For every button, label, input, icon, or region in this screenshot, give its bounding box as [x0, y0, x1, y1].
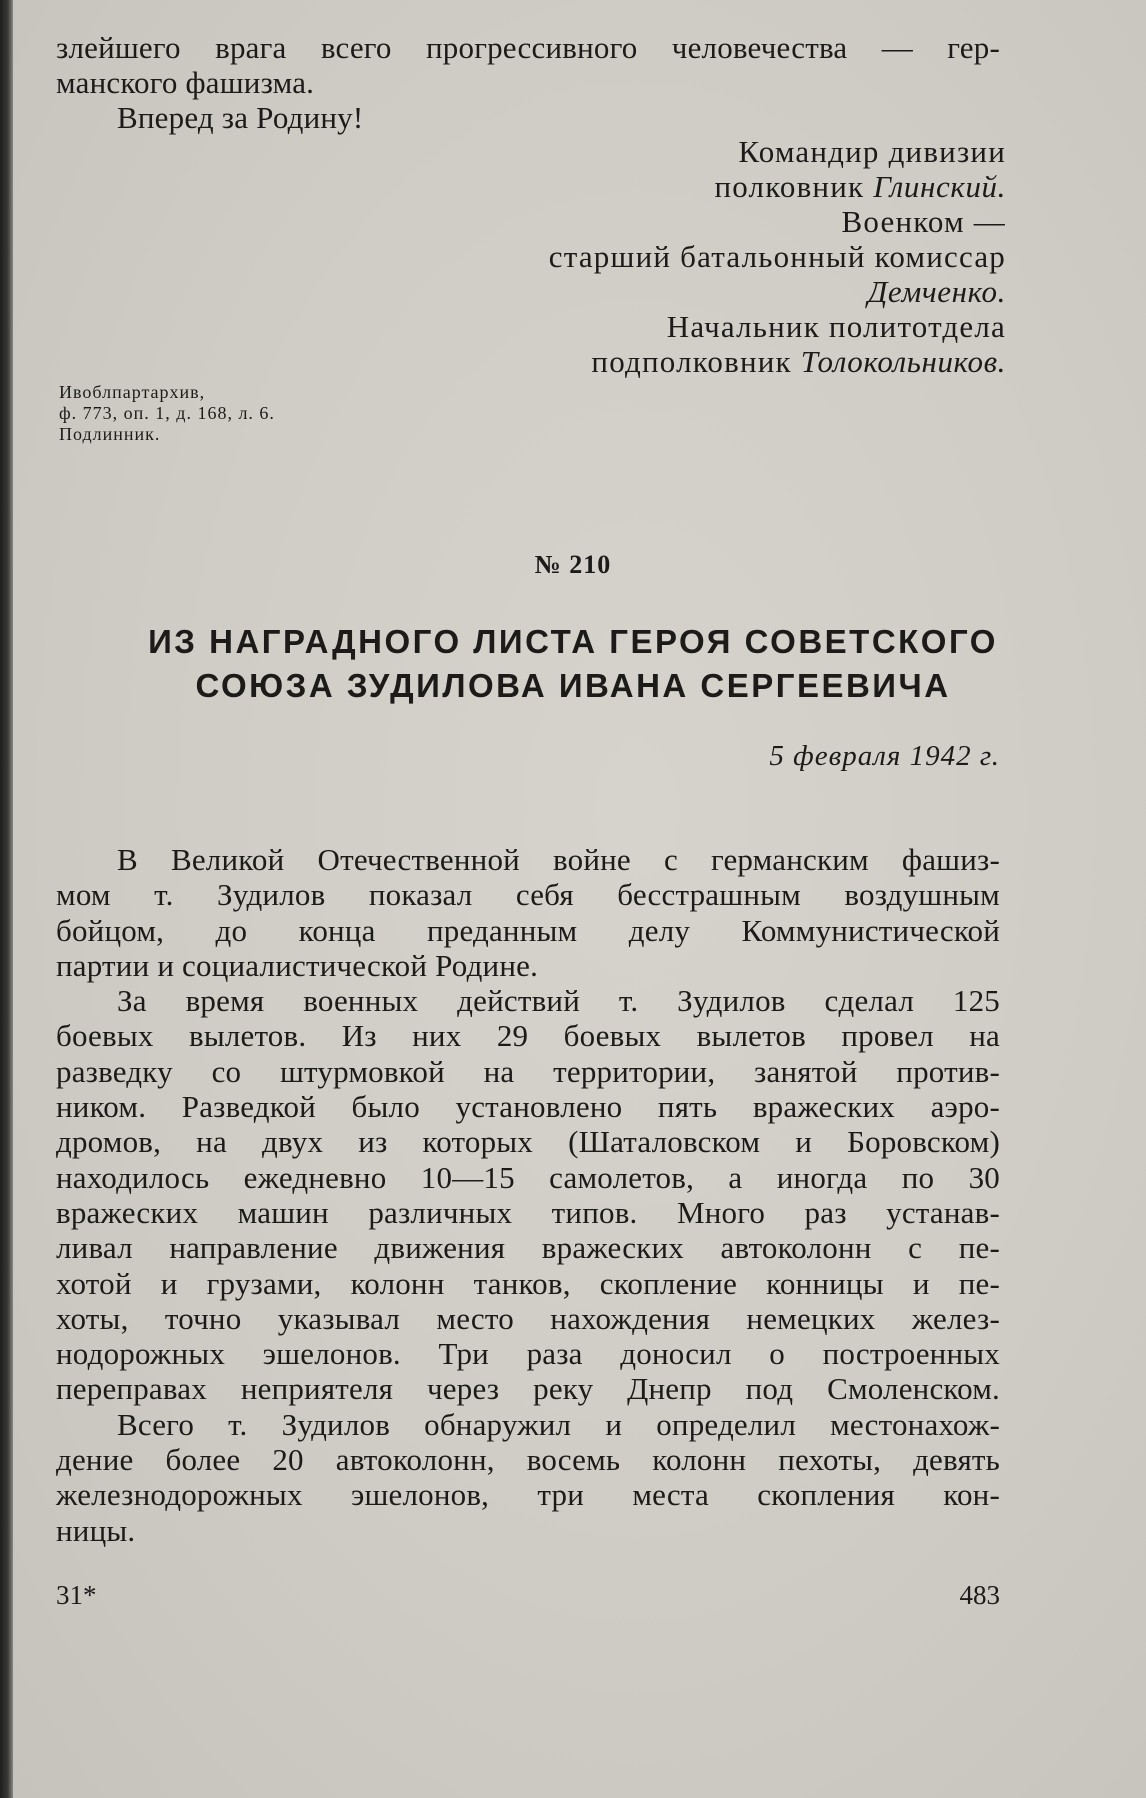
document-title — [0, 620, 1146, 708]
archive-line: ф. 773, оп. 1, д. 168, л. 6. — [59, 403, 275, 423]
archive-line: Ивоблпартархив, — [59, 382, 206, 402]
text-line: железнодорожных эшелонов, три места скопления кон- — [56, 1477, 1000, 1513]
text-line: ником. Разведкой было установлено пять вражеских аэро- — [56, 1089, 1000, 1125]
signature-rank: подполковник — [591, 344, 801, 379]
document-body — [56, 842, 1000, 1548]
slogan: Вперед за Родину! — [117, 100, 364, 135]
text-line: партии и социалистической Родине. — [56, 947, 539, 983]
text-line: Всего т. Зудилов обнаружил и определил местонахож- — [117, 1406, 1000, 1442]
signature-name: Глинский. — [873, 169, 1006, 204]
signature-name: Демченко. — [867, 274, 1006, 309]
signature-rank: полковник — [714, 169, 874, 204]
signature-mark: 31* — [56, 1580, 97, 1610]
paragraph-2 — [56, 983, 1000, 1407]
top-paragraph — [56, 30, 1000, 135]
text-line: В Великой Отечественной войне с германским фашиз- — [117, 842, 1000, 877]
text-line: манского фашизма. — [56, 65, 315, 100]
text-line: За время военных действий т. Зудилов сделал 125 — [117, 983, 1000, 1019]
text-line: хотой и грузами, колонн танков, скопление конницы и пе- — [56, 1265, 1000, 1301]
text-line: дромов, на двух из которых (Шаталовском и Боровском) — [56, 1124, 1000, 1160]
document-date: 5 февраля 1942 г. — [769, 740, 1000, 772]
paragraph-3 — [56, 1407, 1000, 1548]
signature-name-line — [549, 274, 1006, 309]
paragraph-1 — [56, 842, 1000, 983]
text-line: мом т. Зудилов показал себя бесстрашным воздушным — [56, 877, 1000, 913]
text-line: боевых вылетов. Из них 29 боевых вылетов провел на — [56, 1018, 1000, 1054]
document-title-line: СОЮЗА ЗУДИЛОВА ИВАНА СЕРГЕЕВИЧА — [195, 667, 951, 704]
document-number: № 210 — [534, 550, 612, 579]
archive-note — [59, 382, 275, 445]
text-line: ницы. — [56, 1512, 136, 1548]
signature-name: Толокольников. — [800, 344, 1006, 379]
signature-block — [549, 134, 1006, 379]
text-line: бойцом, до конца преданным делу Коммунистической — [56, 912, 1000, 948]
text-line: злейшего врага всего прогрессивного человечества — гер- — [56, 30, 1000, 65]
text-line: разведку со штурмовкой на территории, занятой против- — [56, 1053, 1000, 1089]
text-line: хоты, точно указывал место нахождения немецких желез- — [56, 1300, 1000, 1336]
signature-title: Военком — — [841, 204, 1006, 239]
signature-title: Начальник политотдела — [666, 309, 1006, 344]
text-line: нодорожных эшелонов. Три раза доносил о построенных — [56, 1336, 1000, 1372]
document-title-line: ИЗ НАГРАДНОГО ЛИСТА ГЕРОЯ СОВЕТСКОГО — [148, 623, 998, 660]
text-line: вражеских машин различных типов. Много раз устанав- — [56, 1194, 1000, 1230]
signature-rank: старший батальонный комиссар — [548, 239, 1006, 274]
text-line: ливал направление движения вражеских автоколонн с пе- — [56, 1230, 1000, 1266]
text-line: дение более 20 автоколонн, восемь колонн пехоты, девять — [56, 1442, 1000, 1478]
signature-rank-line — [549, 169, 1006, 204]
signature-rank-line — [549, 344, 1006, 379]
text-line: переправах неприятеля через реку Днепр под Смоленском. — [56, 1371, 1000, 1407]
archive-line: Подлинник. — [59, 424, 161, 444]
text-line: находилось ежедневно 10—15 самолетов, а иногда по 30 — [56, 1159, 1000, 1195]
book-spine-shadow — [0, 0, 13, 1798]
signature-title: Командир дивизии — [738, 134, 1006, 169]
page-number: 483 — [959, 1580, 1000, 1610]
